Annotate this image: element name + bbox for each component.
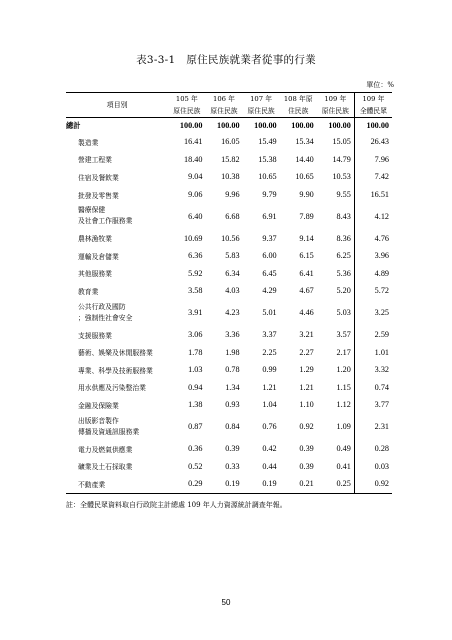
row-label: [66, 440, 168, 458]
cell-value: 7.89: [299, 211, 314, 221]
cell-value: 15.49: [258, 137, 277, 147]
cell-value: 10.65: [295, 172, 314, 182]
cell-value: 4.46: [299, 308, 314, 318]
cell-value: 3.96: [354, 247, 392, 265]
cell-value: 5.20: [336, 286, 351, 296]
cell-value: 2.31: [354, 414, 392, 440]
cell-value: 18.40: [184, 154, 203, 164]
cell-value: 4.67: [299, 286, 314, 296]
cell-value: 26.43: [354, 133, 392, 151]
cell-value: 1.21: [299, 382, 314, 392]
row-label-line: 批發及零售業: [78, 191, 119, 200]
cell-value: 10.53: [332, 172, 351, 182]
cell-value: 4.29: [262, 286, 277, 296]
cell-value: 6.91: [262, 211, 277, 221]
cell-value: 1.04: [262, 400, 277, 410]
table-row: [66, 414, 392, 440]
cell-value: 2.25: [262, 347, 277, 357]
cell-value: 10.65: [258, 172, 277, 182]
cell-value: 3.77: [354, 396, 392, 414]
row-label-line: 礦業及土石採取業: [78, 463, 133, 472]
cell-value: 0.94: [188, 382, 203, 392]
row-label-line: 出版影音製作: [78, 416, 119, 425]
table-title: 表3-3-1 原住民族就業者從事的行業: [136, 54, 316, 66]
row-label-line: 住宿及餐飲業: [78, 173, 119, 182]
cell-value: 4.76: [354, 229, 392, 247]
cell-value: 0.93: [225, 400, 240, 410]
col-year: 106 年: [213, 95, 235, 103]
cell-value: 6.15: [299, 251, 314, 261]
cell-value: 2.59: [354, 326, 392, 344]
cell-value: 9.79: [262, 190, 277, 200]
row-label-line: 教育業: [78, 287, 99, 296]
cell-value: 0.42: [262, 444, 277, 454]
cell-value: 9.37: [262, 233, 277, 243]
cell-value: 0.36: [188, 444, 203, 454]
row-label-line: 運輸及倉儲業: [78, 252, 119, 261]
row-label-line: 農林漁牧業: [78, 235, 112, 244]
cell-value: 14.79: [332, 154, 351, 164]
row-label: [66, 168, 168, 186]
cell-value: 0.92: [299, 422, 314, 432]
col-group: 全體民眾: [354, 105, 392, 118]
row-label-line: 電力及燃氣供應業: [78, 445, 133, 454]
cell-value: 0.41: [336, 461, 351, 471]
cell-value: 4.03: [225, 286, 240, 296]
cell-value: 0.21: [299, 479, 314, 489]
cell-value: 0.03: [354, 457, 392, 475]
cell-value: 5.01: [262, 308, 277, 318]
col-group: 原住民族: [173, 107, 201, 115]
cell-value: 2.27: [299, 347, 314, 357]
cell-value: 100.00: [179, 121, 203, 130]
cell-value: 0.92: [354, 475, 392, 493]
cell-value: 0.33: [225, 461, 240, 471]
cell-value: 9.14: [299, 233, 314, 243]
cell-value: 15.38: [258, 154, 277, 164]
cell-value: 6.45: [262, 268, 277, 278]
cell-value: 2.17: [336, 347, 351, 357]
cell-value: 6.00: [262, 251, 277, 261]
cell-value: 0.39: [299, 461, 314, 471]
cell-value: 3.36: [225, 330, 240, 340]
header-row-years: [66, 93, 392, 106]
row-label: [66, 229, 168, 247]
cell-value: 100.00: [354, 118, 392, 134]
cell-value: 0.78: [225, 365, 240, 375]
col-group: 原住民族: [321, 107, 349, 115]
cell-value: 8.36: [336, 233, 351, 243]
cell-value: 0.49: [336, 444, 351, 454]
cell-value: 8.43: [336, 211, 351, 221]
cell-value: 1.29: [299, 365, 314, 375]
cell-value: 1.15: [336, 382, 351, 392]
table-row: [66, 457, 392, 475]
row-label-line: 金融及保險業: [78, 401, 119, 410]
row-label: [66, 414, 168, 440]
cell-value: 0.39: [299, 444, 314, 454]
table-row: [66, 326, 392, 344]
cell-value: 15.82: [221, 154, 240, 164]
cell-value: 0.99: [262, 365, 277, 375]
row-label-line: 用水供應及污染整治業: [78, 384, 146, 393]
cell-value: 3.91: [188, 308, 203, 318]
row-label: [66, 133, 168, 151]
row-label: [66, 361, 168, 379]
cell-value: 9.06: [188, 190, 203, 200]
row-label-line: 醫療保健: [78, 206, 106, 215]
cell-value: 7.42: [354, 168, 392, 186]
cell-value: 1.21: [262, 382, 277, 392]
cell-value: 0.19: [225, 479, 240, 489]
cell-value: 100.00: [291, 121, 314, 130]
cell-value: 4.23: [225, 308, 240, 318]
cell-value: 1.10: [299, 400, 314, 410]
row-label-line: 專業、科學及技術服務業: [78, 366, 153, 375]
table-row: [66, 396, 392, 414]
cell-value: 9.90: [299, 190, 314, 200]
row-label: [66, 396, 168, 414]
row-label: [66, 282, 168, 300]
cell-value: 5.83: [225, 251, 240, 261]
cell-value: 15.05: [332, 137, 351, 147]
total-row: [66, 118, 392, 134]
row-label: [66, 118, 168, 134]
footnote: 註：全體民眾資料取自行政院主計總處 109 年人力資源統計調查年報。: [66, 501, 287, 509]
cell-value: 6.34: [225, 268, 240, 278]
cell-value: 0.19: [262, 479, 277, 489]
cell-value: 1.01: [354, 343, 392, 361]
cell-value: 10.38: [221, 172, 240, 182]
row-label-line: 及社會工作服務業: [78, 217, 133, 226]
col-year: 108 年原: [283, 95, 313, 103]
row-label: [66, 151, 168, 169]
table-row: [66, 361, 392, 379]
col-group: 原住民族: [210, 107, 238, 115]
cell-value: 100.00: [328, 121, 351, 130]
cell-value: 1.78: [188, 347, 203, 357]
cell-value: 10.69: [184, 233, 203, 243]
industry-table: [66, 92, 392, 494]
table-row: [66, 168, 392, 186]
cell-value: 3.25: [354, 300, 392, 326]
cell-value: 3.21: [299, 330, 314, 340]
cell-value: 9.55: [336, 190, 351, 200]
cell-value: 3.57: [336, 330, 351, 340]
col-group: 原住民族: [247, 107, 275, 115]
cell-value: 5.72: [354, 282, 392, 300]
cell-value: 6.68: [225, 211, 240, 221]
cell-value: 0.25: [336, 479, 351, 489]
row-label-line: 公共行政及國防: [78, 302, 126, 311]
cell-value: 0.84: [225, 422, 240, 432]
cell-value: 0.76: [262, 422, 277, 432]
cell-value: 3.32: [354, 361, 392, 379]
row-label-line: 總計: [66, 120, 81, 130]
item-header: 項目別: [106, 101, 128, 109]
table-row: [66, 440, 392, 458]
cell-value: 1.98: [225, 347, 240, 357]
page-number: 50: [221, 598, 231, 607]
table-row: [66, 282, 392, 300]
row-label: [66, 457, 168, 475]
table-row: [66, 343, 392, 361]
row-label: [66, 379, 168, 397]
row-label: [66, 265, 168, 283]
cell-value: 5.92: [188, 268, 203, 278]
row-label-line: 不動產業: [78, 480, 106, 489]
table-row: [66, 186, 392, 204]
cell-value: 3.37: [262, 330, 277, 340]
table-row: [66, 133, 392, 151]
cell-value: 1.09: [336, 422, 351, 432]
cell-value: 0.44: [262, 461, 277, 471]
row-label: [66, 475, 168, 493]
row-label-line: 營建工程業: [78, 156, 112, 165]
row-label: [66, 326, 168, 344]
cell-value: 4.89: [354, 265, 392, 283]
table-row: [66, 300, 392, 326]
cell-value: 4.12: [354, 203, 392, 229]
col-year: 105 年: [175, 95, 198, 103]
row-label-line: 支援服務業: [78, 331, 112, 340]
unit-label: 單位：%: [366, 81, 394, 89]
cell-value: 3.06: [188, 330, 203, 340]
col-year: 109 年: [354, 93, 392, 106]
row-label-line: ；強制性社會安全: [78, 313, 133, 322]
cell-value: 6.40: [188, 211, 203, 221]
cell-value: 16.41: [184, 137, 203, 147]
row-label: [66, 343, 168, 361]
cell-value: 5.36: [336, 268, 351, 278]
row-label: [66, 247, 168, 265]
cell-value: 100.00: [254, 121, 277, 130]
cell-value: 9.96: [225, 190, 240, 200]
cell-value: 1.03: [188, 365, 203, 375]
cell-value: 1.38: [188, 400, 203, 410]
cell-value: 6.25: [336, 251, 351, 261]
row-label-line: 製造業: [78, 138, 99, 147]
cell-value: 16.51: [354, 186, 392, 204]
cell-value: 6.41: [299, 268, 314, 278]
table-row: [66, 247, 392, 265]
cell-value: 0.74: [354, 379, 392, 397]
table-row: [66, 229, 392, 247]
row-label: [66, 203, 168, 229]
cell-value: 1.20: [336, 365, 351, 375]
col-group: 住民族: [288, 107, 309, 115]
table-row: [66, 379, 392, 397]
row-label: [66, 186, 168, 204]
cell-value: 3.58: [188, 286, 203, 296]
table-row: [66, 475, 392, 493]
cell-value: 7.96: [354, 151, 392, 169]
cell-value: 14.40: [295, 154, 314, 164]
table-row: [66, 265, 392, 283]
col-year: 109 年: [324, 95, 347, 103]
cell-value: 0.87: [188, 422, 203, 432]
cell-value: 1.12: [336, 400, 351, 410]
cell-value: 1.34: [225, 382, 240, 392]
table-row: [66, 151, 392, 169]
cell-value: 9.04: [188, 172, 203, 182]
table-body: [66, 118, 392, 494]
cell-value: 0.39: [225, 444, 240, 454]
cell-value: 16.05: [221, 137, 240, 147]
col-year: 107 年: [250, 95, 273, 103]
cell-value: 6.36: [188, 251, 203, 261]
cell-value: 0.29: [188, 479, 203, 489]
row-label-line: 其他服務業: [78, 270, 112, 279]
row-label-line: 傳播及資通訊服務業: [78, 427, 140, 436]
cell-value: 15.34: [295, 137, 314, 147]
cell-value: 0.28: [354, 440, 392, 458]
row-label: [66, 300, 168, 326]
cell-value: 10.56: [221, 233, 240, 243]
cell-value: 0.52: [188, 461, 203, 471]
table-row: [66, 203, 392, 229]
row-label-line: 藝術、娛樂及休閒服務業: [78, 349, 153, 358]
cell-value: 5.03: [336, 308, 351, 318]
cell-value: 100.00: [217, 121, 240, 130]
